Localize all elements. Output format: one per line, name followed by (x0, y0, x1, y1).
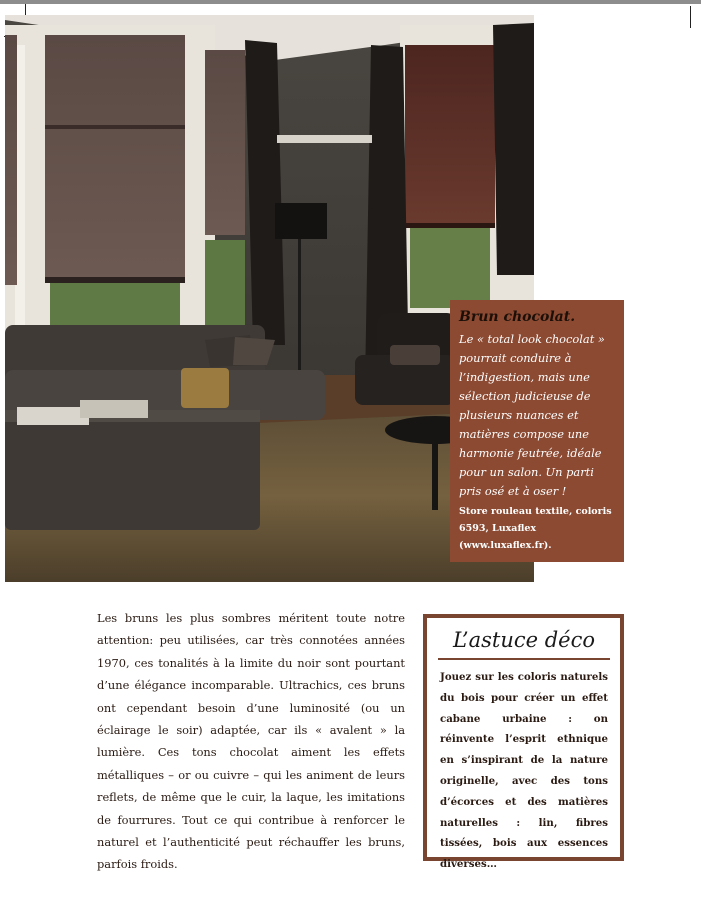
caption-body: Le « total look chocolat » pourrait conduire à l’indigestion, mais une sélection judicieuse de plusieurs nuances et matières compose une harmonie feutrée, idéale pour un salon. Un parti pris osé et à oser ! (459, 332, 605, 498)
photo-caption (450, 300, 624, 562)
tip-divider (438, 658, 610, 660)
article-body: Les bruns les plus sombres méritent toute notre attention: peu utilisées, car très connotées années 1970, ces tonalités à la limite du noir sont pourtant d’une élégance incomparable. Ultrachics, ces bruns ont cependant besoin d’une luminosité (ou un éclairage le soir) adaptée, car ils « avalent » la lumière. Ces tons chocolat aiment les effets métalliques – or ou cuivre – qui les animent de leurs reflets, de même que le cuir, la laque, les imitations de fourrures. Tout ce qui contribue à renforcer le naturel et l’authenticité peut réchauffer les bruns, parfois froids. (97, 611, 405, 872)
tip-title: L’astuce déco (453, 628, 595, 652)
tip-box (423, 614, 624, 871)
top-rule (0, 0, 701, 4)
tip-body: Jouez sur les coloris naturels du bois pour créer un effet cabane urbaine : on réinvente l’esprit ethnique en s’inspirant de la nature originelle, avec des tons d’écorces et des matières naturelles : lin, fibres tissées, bois aux essences diverses… (440, 671, 608, 871)
caption-credit: Store rouleau textile, coloris 6593, Luxaflex (www.luxaflex.fr). (459, 506, 612, 551)
crop-mark (690, 6, 691, 28)
caption-title: Brun chocolat. (459, 309, 576, 325)
